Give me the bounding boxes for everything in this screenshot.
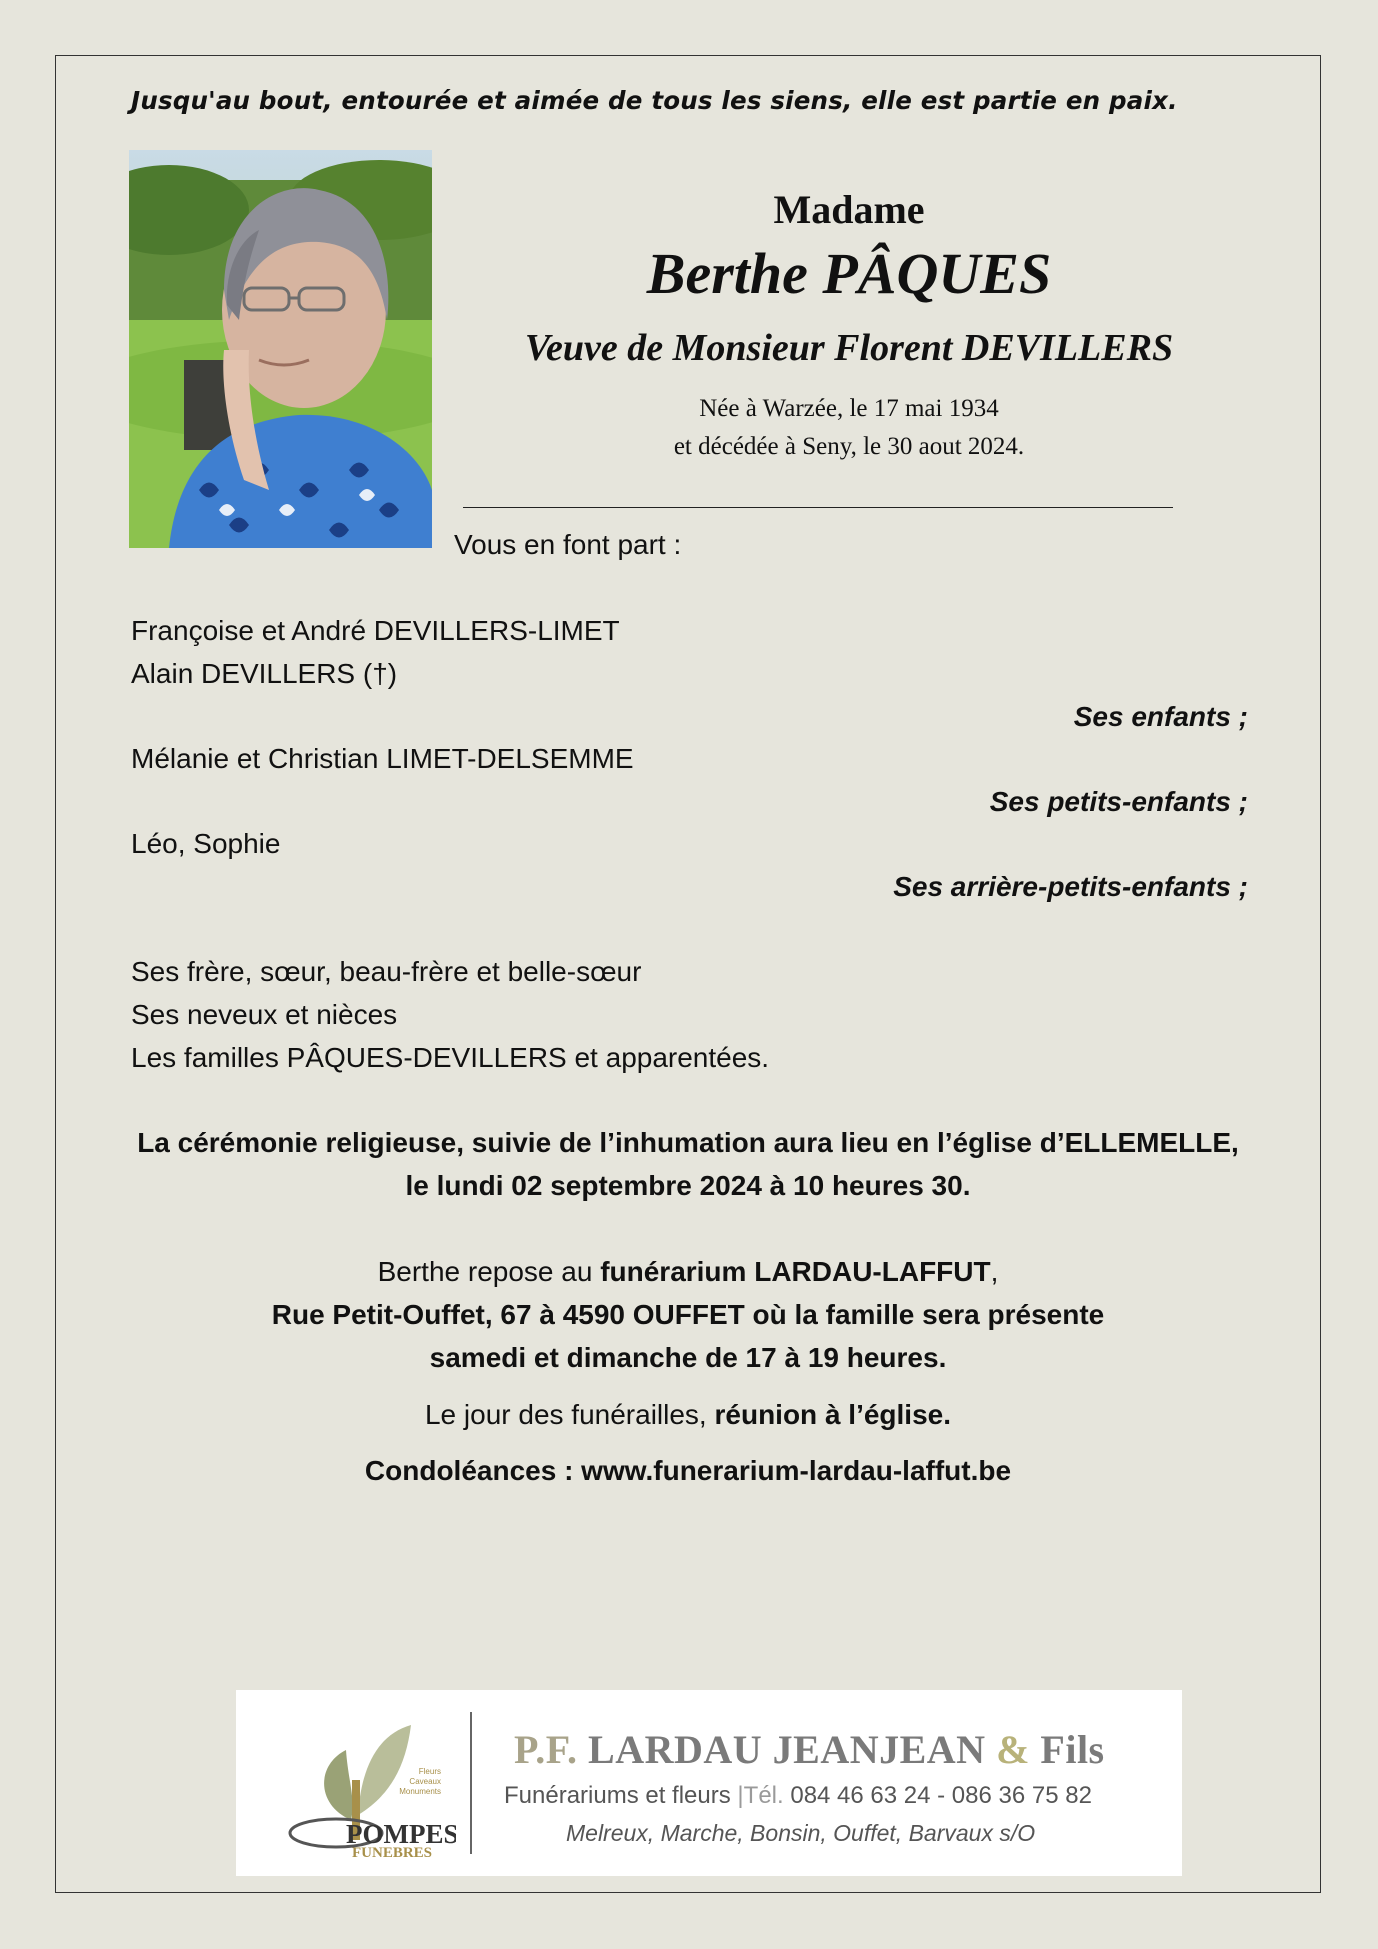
rest-place: funérarium LARDAU-LAFFUT (600, 1256, 991, 1287)
ceremony-line-2: le lundi 02 septembre 2024 à 10 heures 30. (405, 1170, 971, 1201)
rest-suffix: , (990, 1256, 999, 1287)
svg-text:Monuments: Monuments (399, 1787, 441, 1796)
ceremony-line-1: La cérémonie religieuse, suivie de l’inhumation aura lieu en l’église d’ELLEMELLE, (137, 1127, 1239, 1158)
intro-text: Jusqu'au bout, entourée et aimée de tous les siens, elle est partie en paix. (131, 86, 1178, 115)
great-grandchildren-label: Ses arrière-petits-enfants ; (893, 871, 1248, 902)
divider-line (463, 507, 1173, 508)
svg-text:Caveaux: Caveaux (409, 1777, 441, 1786)
svg-text:Fleurs: Fleurs (418, 1767, 441, 1776)
logo-amp: & (996, 1727, 1030, 1772)
logo-phones: 084 46 63 24 - 086 36 75 82 (790, 1782, 1092, 1809)
rest-hours: samedi et dimanche de 17 à 19 heures. (429, 1342, 947, 1373)
funeral-day-meeting: réunion à l’église. (714, 1399, 952, 1430)
dates-block (460, 390, 1238, 466)
deceased-name: Berthe PÂQUES (646, 241, 1052, 306)
child-1: Françoise et André DEVILLERS-LIMET (131, 615, 620, 646)
others-2: Ses neveux et nièces (131, 999, 398, 1030)
grandchild-1: Mélanie et Christian LIMET-DELSEMME (131, 743, 634, 774)
others-3: Les familles PÂQUES-DEVILLERS et apparentées. (131, 1042, 770, 1073)
leaf-logo-icon (276, 1710, 456, 1860)
logo-title (514, 1726, 1105, 1773)
funeral-home-logo (236, 1690, 1182, 1876)
death-line: et décédée à Seny, le 30 aout 2024. (673, 433, 1025, 460)
logo-locations: Melreux, Marche, Bonsin, Ouffet, Barvaux s/O (566, 1820, 1036, 1846)
others-1: Ses frère, sœur, beau-frère et belle-sœur (131, 956, 642, 987)
logo-fils: Fils (1040, 1727, 1105, 1772)
grandchildren-label: Ses petits-enfants ; (989, 786, 1248, 817)
logo-name: LARDAU JEANJEAN (588, 1727, 986, 1772)
funeral-day-line (55, 1399, 1321, 1431)
logo-separator (470, 1712, 472, 1854)
svg-text:FUNEBRES: FUNEBRES (352, 1845, 433, 1860)
birth-line: Née à Warzée, le 17 mai 1934 (699, 395, 999, 422)
children-label: Ses enfants ; (1073, 701, 1248, 732)
logo-services: Funérariums et fleurs (504, 1782, 731, 1809)
logo-tel-label: |Tél. (737, 1782, 784, 1809)
title-madame: Madame (773, 187, 925, 232)
great-grandchild-1: Léo, Sophie (131, 828, 281, 859)
portrait-photo (129, 150, 432, 548)
logo-pf: P.F. (514, 1727, 578, 1772)
rest-line (55, 1256, 1321, 1288)
rest-address: Rue Petit-Ouffet, 67 à 4590 OUFFET où la famille sera présente (271, 1299, 1105, 1330)
widow-of: Veuve de Monsieur Florent DEVILLERS (524, 327, 1174, 369)
child-2: Alain DEVILLERS (†) (131, 658, 398, 689)
rest-prefix: Berthe repose au (377, 1256, 601, 1287)
svg-text:POMPES: POMPES (346, 1819, 456, 1849)
logo-contact (504, 1782, 1092, 1810)
funeral-day-prefix: Le jour des funérailles, (424, 1399, 715, 1430)
announce-text: Vous en font part : (454, 529, 682, 560)
condolences-link[interactable]: Condoléances : www.funerarium-lardau-laffut.be (364, 1455, 1012, 1486)
